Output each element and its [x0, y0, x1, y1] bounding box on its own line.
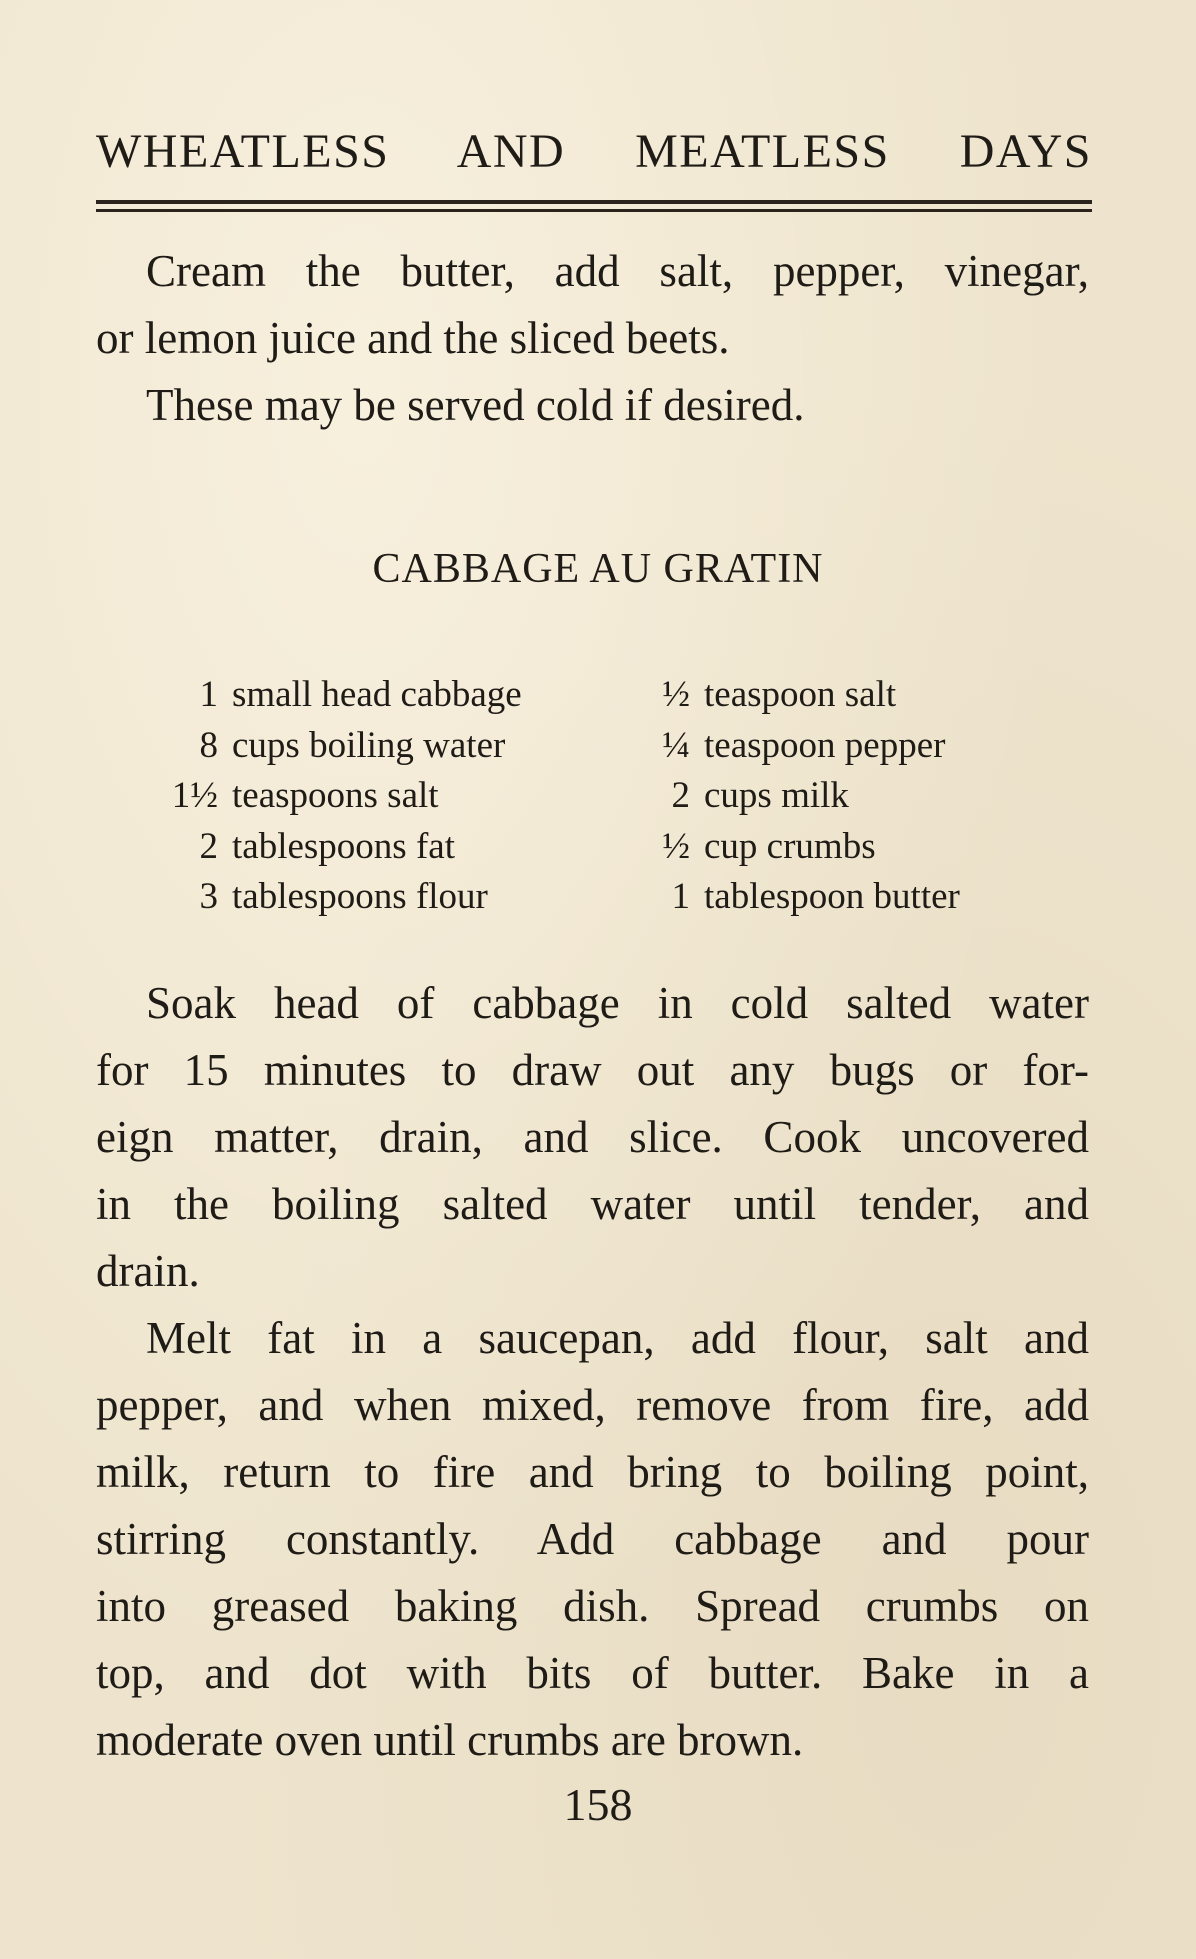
header-rule-thin	[96, 209, 1092, 212]
ingredient-item: teaspoons salt	[232, 775, 439, 816]
paragraph-line: drain.	[96, 1246, 200, 1296]
ingredient-row	[626, 872, 960, 923]
ingredients-right-column	[626, 670, 960, 923]
ingredient-item: cup crumbs	[704, 825, 876, 867]
ingredient-quantity: ¼	[662, 724, 690, 766]
paragraph-line: These may be served cold if desired.	[146, 380, 805, 430]
ingredient-row	[140, 771, 522, 822]
ingredient-quantity: 1	[199, 674, 218, 715]
ingredient-quantity: 1	[671, 876, 690, 917]
ingredient-item: tablespoon butter	[704, 876, 960, 917]
page-number: 158	[563, 1779, 633, 1830]
ingredient-item: tablespoons flour	[232, 876, 488, 917]
paragraph-line: top, and dot with bits of butter. Bake in a	[96, 1648, 1089, 1698]
ingredient-row	[140, 670, 522, 721]
ingredient-row	[140, 872, 522, 923]
paragraph-line: Soak head of cabbage in cold salted water	[146, 978, 1089, 1028]
paragraph-line: pepper, and when mixed, remove from fire, add	[96, 1380, 1089, 1430]
paragraph-line: Melt fat in a saucepan, add flour, salt and	[146, 1313, 1089, 1363]
ingredient-row	[626, 822, 960, 873]
ingredient-quantity: ½	[662, 825, 690, 867]
ingredient-quantity: 2	[199, 825, 218, 867]
paragraph-line: into greased baking dish. Spread crumbs on	[96, 1581, 1089, 1631]
ingredient-quantity: 1½	[171, 775, 218, 816]
header-rule-thick	[96, 200, 1092, 204]
ingredients-left-column	[140, 670, 522, 923]
ingredient-item: teaspoon pepper	[704, 724, 946, 766]
intro-note	[96, 372, 1089, 439]
paragraph-line: Cream the butter, add salt, pepper, vinegar,	[146, 246, 1089, 296]
paragraph-line: milk, return to fire and bring to boiling point,	[96, 1447, 1089, 1497]
ingredient-quantity: 3	[199, 876, 218, 917]
paragraph-line: in the boiling salted water until tender, and	[96, 1179, 1089, 1229]
recipe-title: CABBAGE AU GRATIN	[372, 546, 824, 592]
paragraph-line: moderate oven until crumbs are brown.	[96, 1715, 804, 1765]
ingredient-row	[626, 670, 960, 721]
ingredient-row	[626, 721, 960, 772]
ingredient-item: cups boiling water	[232, 724, 506, 766]
method-paragraph-1	[96, 970, 1089, 1305]
intro-paragraph	[96, 238, 1089, 372]
paragraph-line: stirring constantly. Add cabbage and pour	[96, 1514, 1089, 1564]
ingredient-quantity: 8	[199, 724, 218, 766]
ingredient-quantity: ½	[662, 674, 690, 715]
running-head: WHEATLESS AND MEATLESS DAYS	[96, 125, 1092, 178]
ingredient-item: small head cabbage	[232, 674, 522, 715]
ingredient-item: teaspoon salt	[704, 674, 897, 715]
ingredient-row	[626, 771, 960, 822]
ingredient-item: cups milk	[704, 775, 849, 816]
method-paragraph-2	[96, 1305, 1089, 1774]
paragraph-line: for 15 minutes to draw out any bugs or for-	[96, 1045, 1089, 1095]
paragraph-line: eign matter, drain, and slice. Cook uncovered	[96, 1112, 1089, 1162]
ingredient-quantity: 2	[671, 775, 690, 816]
ingredient-item: tablespoons fat	[232, 825, 455, 867]
ingredient-row	[140, 721, 522, 772]
ingredient-row	[140, 822, 522, 873]
paragraph-line: or lemon juice and the sliced beets.	[96, 313, 730, 363]
